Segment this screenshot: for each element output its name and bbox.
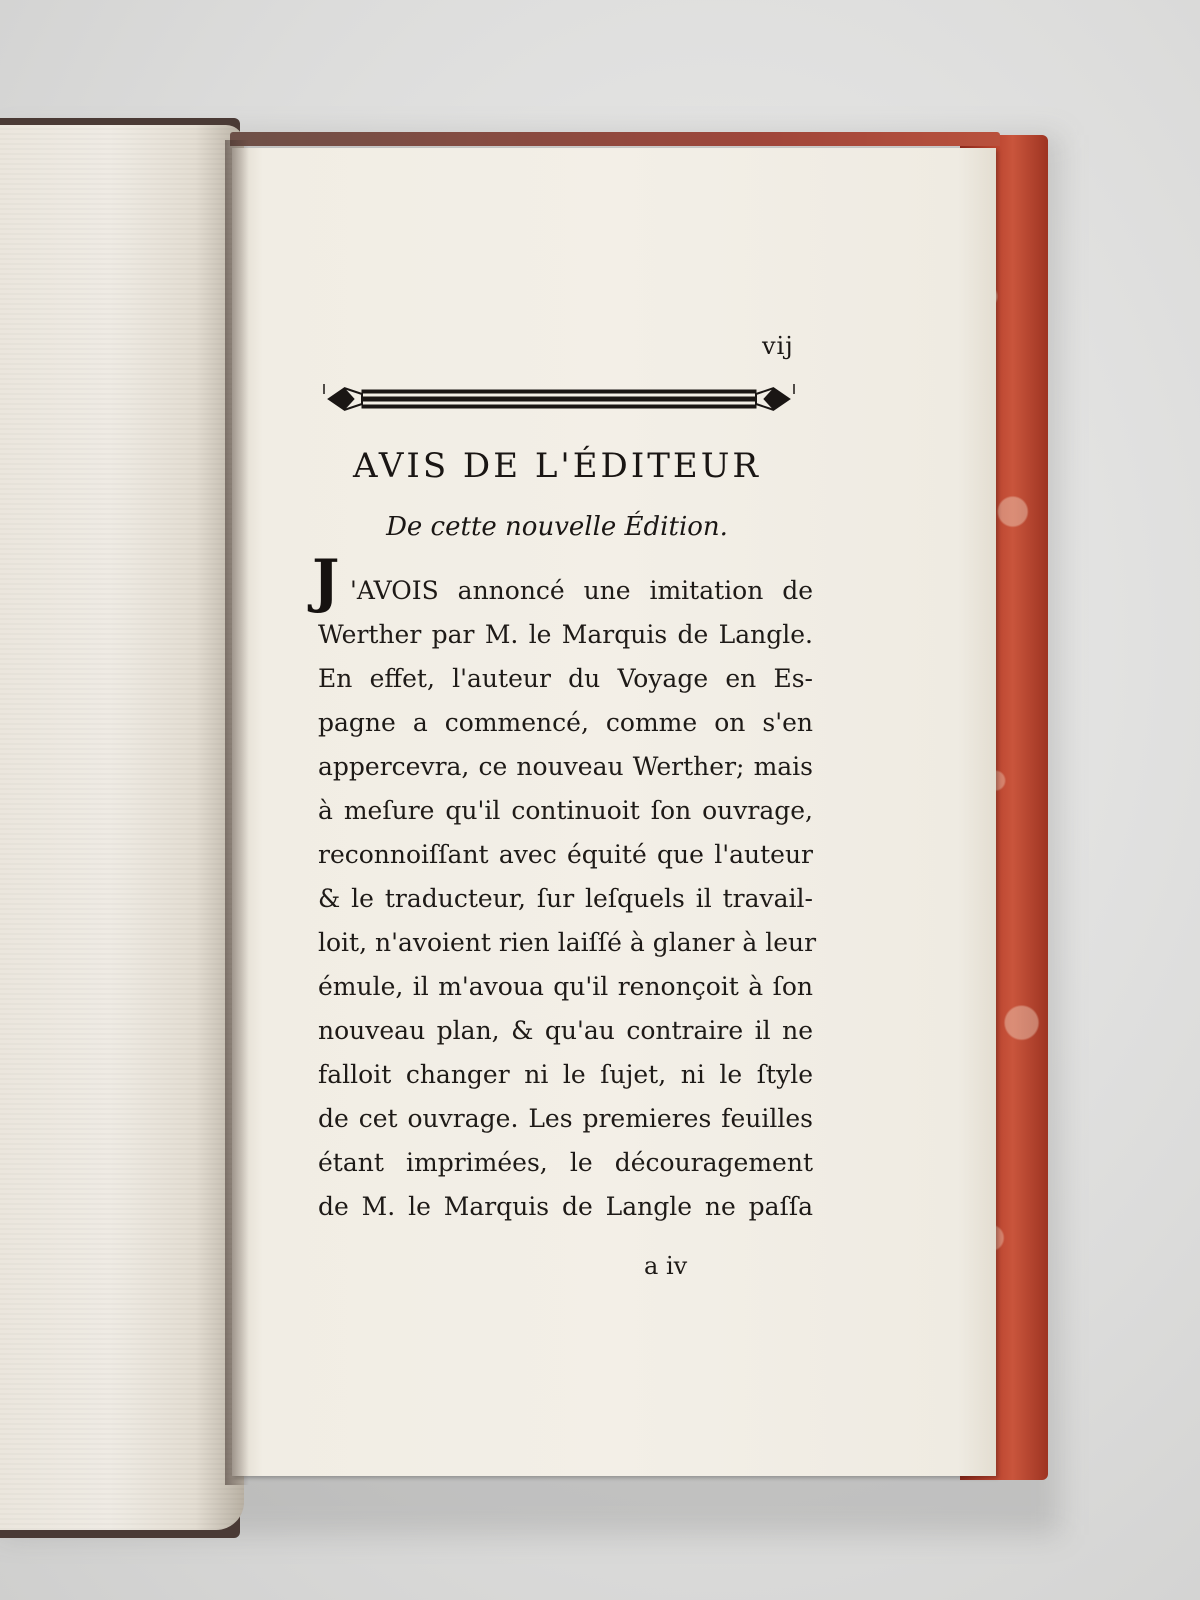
body-line: appercevra, ce nouveau Werther; mais bbox=[318, 752, 813, 781]
page-subheading: De cette nouvelle Édition. bbox=[386, 512, 728, 542]
gutter-shadow bbox=[225, 140, 249, 1485]
body-line: falloit changer ni le ſujet, ni le ſtyle bbox=[318, 1060, 813, 1089]
body-line: nouveau plan, & qu'au contraire il ne bbox=[318, 1016, 813, 1045]
body-line: 'AVOIS annoncé une imitation de bbox=[350, 576, 813, 605]
page-heading: AVIS DE L'ÉDITEUR bbox=[352, 446, 762, 486]
paper-texture bbox=[0, 125, 244, 1530]
drop-cap: J bbox=[312, 547, 340, 615]
body-line: émule, il m'avoua qu'il renonçoit à ſon bbox=[318, 972, 813, 1001]
body-line: de cet ouvrage. Les premieres feuilles bbox=[318, 1104, 813, 1133]
body-line: loit, n'avoient rien laiſſé à glaner à leur bbox=[318, 928, 817, 957]
body-line: à meſure qu'il continuoit ſon ouvrage, bbox=[318, 796, 813, 825]
body-line: de M. le Marquis de Langle ne paſſa bbox=[318, 1192, 813, 1221]
body-line: étant imprimées, le découragement bbox=[318, 1148, 813, 1177]
page-top-edge bbox=[230, 132, 1000, 146]
left-page bbox=[0, 125, 244, 1530]
body-line: En effet, l'auteur du Voyage en Es- bbox=[318, 664, 813, 693]
page-number: vij bbox=[762, 332, 794, 360]
body-line: & le traducteur, ſur leſquels il travail- bbox=[318, 884, 813, 913]
body-line: pagne a commencé, comme on s'en bbox=[318, 708, 813, 737]
signature-mark: a iv bbox=[644, 1252, 688, 1280]
ornamental-rule bbox=[322, 382, 796, 416]
body-line: Werther par M. le Marquis de Langle. bbox=[318, 620, 813, 649]
body-line: reconnoiſſant avec équité que l'auteur bbox=[318, 840, 813, 869]
